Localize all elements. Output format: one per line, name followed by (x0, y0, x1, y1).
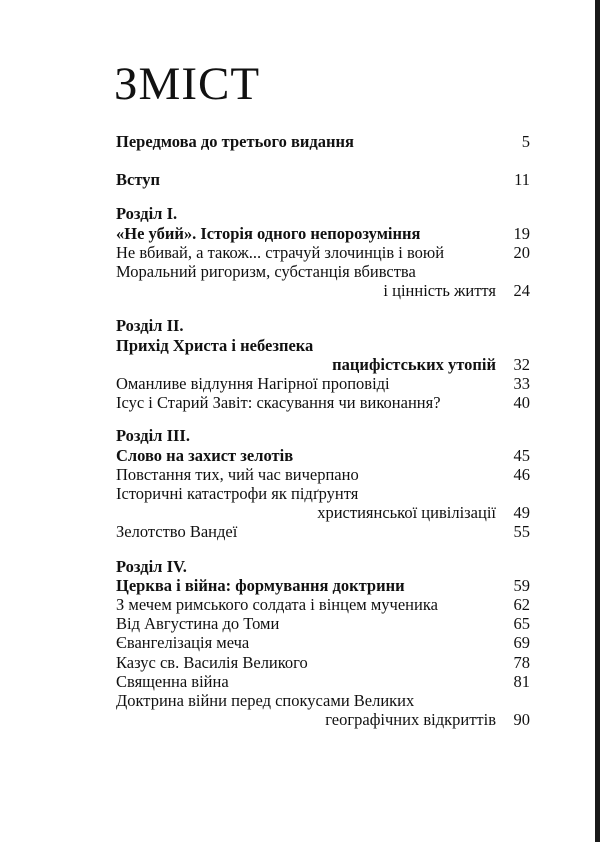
toc-entry (116, 557, 530, 576)
scan-page-edge (595, 0, 600, 842)
toc-entry (116, 336, 530, 355)
toc-page-number: 33 (513, 374, 530, 394)
toc-entry (116, 426, 530, 445)
toc-entry-title: Прихід Христа і небезпека (116, 335, 314, 355)
toc-entry (116, 633, 530, 652)
toc-entry (116, 316, 530, 335)
toc-entry-title: і цінність життя (383, 281, 496, 301)
toc-entry (116, 204, 530, 223)
toc-entry (116, 465, 530, 484)
toc-entry-title: Розділ III. (116, 426, 190, 446)
toc-entry-title: Вступ (116, 170, 160, 190)
table-of-contents (116, 132, 530, 729)
toc-entry (116, 576, 530, 595)
toc-page-number: 78 (513, 652, 530, 672)
toc-entry-title: Євангелізація меча (116, 633, 250, 653)
toc-entry-title: «Не убий». Історія одного непорозуміння (116, 223, 421, 243)
toc-page-number: 11 (514, 170, 530, 190)
toc-entry-title: Моральний ригоризм, субстанція вбивства (116, 262, 416, 282)
toc-page-number: 90 (513, 710, 530, 730)
toc-section (116, 557, 530, 730)
toc-entry-title: пацифістських утопій (332, 354, 496, 374)
toc-entry-title: Казус св. Василія Великого (116, 652, 308, 672)
toc-entry (116, 355, 530, 374)
toc-entry (116, 281, 530, 300)
toc-entry (116, 522, 530, 541)
toc-section (116, 426, 530, 541)
toc-entry (116, 484, 530, 503)
toc-entry-title: Розділ IV. (116, 556, 187, 576)
toc-entry (116, 672, 530, 691)
toc-page-number: 19 (513, 223, 530, 243)
toc-entry (116, 710, 530, 729)
toc-entry-title: Ісус і Старий Завіт: скасування чи виконання? (116, 393, 441, 413)
toc-entry-title: Від Августина до Томи (116, 614, 280, 634)
toc-entry-title: Оманливе відлуння Нагірної проповіді (116, 374, 390, 394)
toc-page-number: 81 (513, 671, 530, 691)
toc-page-number: 32 (513, 354, 530, 374)
toc-entry-title: географічних відкриттів (325, 710, 496, 730)
toc-entry-title: християнської цивілізації (317, 503, 496, 523)
toc-entry-title: Священна війна (116, 671, 229, 691)
toc-entry (116, 224, 530, 243)
toc-entry (116, 653, 530, 672)
toc-section (116, 132, 530, 151)
toc-page-number: 40 (513, 393, 530, 413)
toc-page-number: 45 (513, 445, 530, 465)
toc-page-number: 59 (513, 575, 530, 595)
toc-entry (116, 243, 530, 262)
page-title: ЗМІСТ (114, 58, 261, 110)
toc-entry-title: Доктрина війни перед спокусами Великих (116, 691, 415, 711)
toc-entry-title: Розділ I. (116, 204, 178, 224)
toc-entry-title: Церква і війна: формування доктрини (116, 575, 405, 595)
toc-page-number: 20 (513, 242, 530, 262)
toc-entry (116, 262, 530, 281)
toc-entry-title: Зелотство Вандеї (116, 522, 238, 542)
toc-page-number: 24 (513, 281, 530, 301)
toc-entry (116, 503, 530, 522)
toc-section (116, 204, 530, 300)
toc-section (116, 170, 530, 189)
toc-entry-title: Історичні катастрофи як підґрунтя (116, 484, 359, 504)
toc-page-number: 49 (513, 503, 530, 523)
toc-entry-title: Повстання тих, чий час вичерпано (116, 464, 359, 484)
toc-entry (116, 374, 530, 393)
toc-page-number: 65 (513, 614, 530, 634)
toc-entry-title: Розділ II. (116, 316, 184, 336)
toc-page-number: 69 (513, 633, 530, 653)
toc-entry (116, 595, 530, 614)
toc-page-number: 46 (513, 464, 530, 484)
toc-entry-title: Слово на захист зелотів (116, 445, 294, 465)
toc-entry (116, 393, 530, 412)
toc-page-number: 62 (513, 595, 530, 615)
toc-entry-title: Не вбивай, а також... страчуй злочинців і воюй (116, 242, 445, 262)
toc-page-number: 5 (521, 132, 530, 151)
toc-page-number: 55 (513, 522, 530, 542)
toc-entry-title: З мечем римського солдата і вінцем мученика (116, 595, 438, 615)
toc-entry-title: Передмова до третього видання (116, 132, 354, 151)
toc-entry (116, 132, 530, 151)
toc-entry (116, 170, 530, 189)
toc-entry (116, 691, 530, 710)
toc-entry (116, 446, 530, 465)
toc-entry (116, 614, 530, 633)
toc-section (116, 316, 530, 412)
